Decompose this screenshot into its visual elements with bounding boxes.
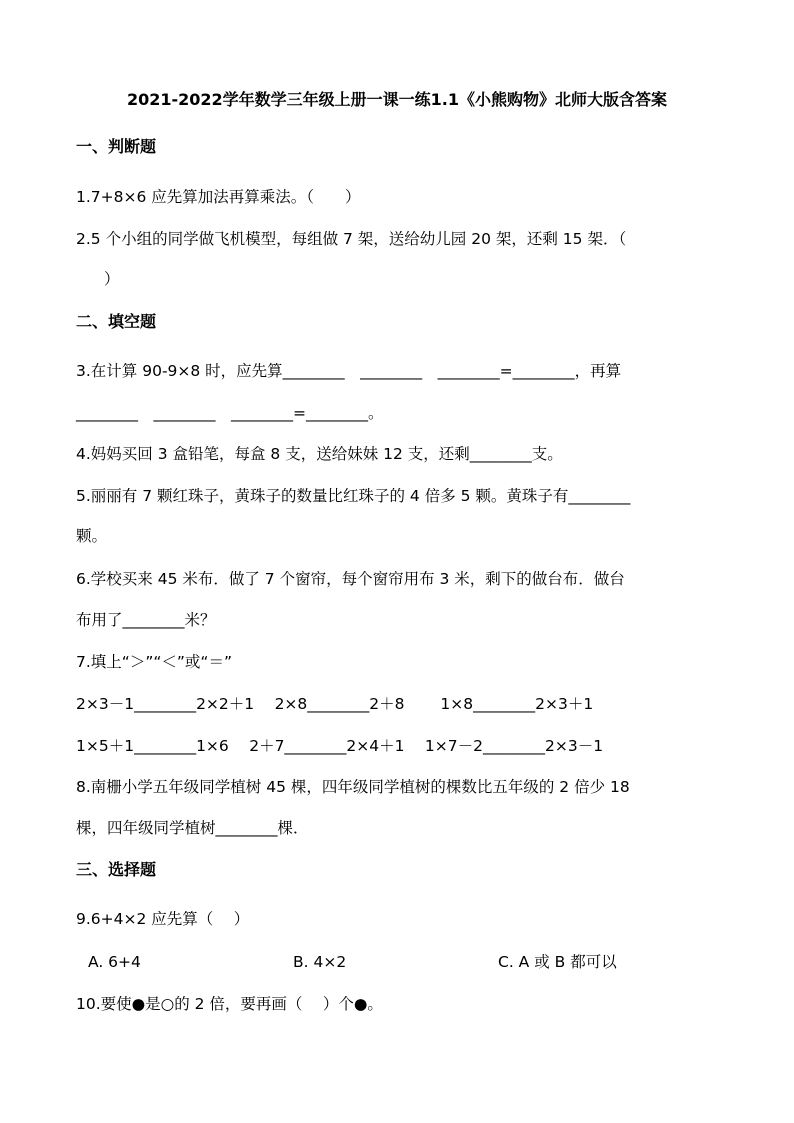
option-c: C. A 或 B 都可以 bbox=[498, 953, 617, 971]
question-3-line-2: ________ ________ ________=________。 bbox=[76, 404, 384, 422]
question-7-line-3: 1×5＋1________1×6 2＋7________2×4＋1 1×7－2________2×3－1 bbox=[76, 737, 604, 755]
question-6-line-2: 布用了________米？ bbox=[76, 611, 216, 629]
question-2-line-2: ） bbox=[104, 270, 120, 288]
option-a: A. 6+4 bbox=[88, 953, 141, 971]
question-5-line-2: 颗。 bbox=[76, 527, 108, 545]
question-9: 9.6+4×2 应先算（ ） bbox=[76, 910, 250, 928]
option-b: B. 4×2 bbox=[293, 953, 347, 971]
question-8-line-1: 8.南栅小学五年级同学植树 45 棵，四年级同学植树的棵数比五年级的 2 倍少 18 bbox=[76, 778, 630, 796]
question-3-line-1: 3.在计算 90-9×8 时，应先算________ ________ ________=________，再算 bbox=[76, 362, 622, 380]
question-4: 4.妈妈买回 3 盒铅笔，每盒 8 支，送给妹妹 12 支，还剩________支。 bbox=[76, 445, 563, 463]
document-title: 2021-2022学年数学三年级上册一课一练1.1《小熊购物》北师大版含答案 bbox=[126, 90, 668, 109]
question-7-line-1: 7.填上“＞”“＜”或“＝” bbox=[76, 653, 232, 671]
question-10: 10.要使●是○的 2 倍，要再画（ ）个●。 bbox=[76, 995, 383, 1013]
question-1: 1.7+8×6 应先算加法再算乘法。（ ） bbox=[76, 188, 361, 206]
section-heading-fill-in: 二、填空题 bbox=[76, 312, 157, 331]
question-8-line-2: 棵，四年级同学植树________棵． bbox=[76, 819, 309, 837]
question-6-line-1: 6.学校买来 45 米布．做了 7 个窗帘，每个窗帘用布 3 米，剩下的做台布．做台 bbox=[76, 570, 625, 588]
section-heading-multiple-choice: 三、选择题 bbox=[76, 860, 157, 879]
question-5-line-1: 5.丽丽有 7 颗红珠子，黄珠子的数量比红珠子的 4 倍多 5 颗。黄珠子有________ bbox=[76, 487, 631, 505]
section-heading-true-false: 一、判断题 bbox=[76, 137, 157, 156]
question-7-line-2: 2×3－1________2×2＋1 2×8________2＋8 1×8________2×3＋1 bbox=[76, 695, 594, 713]
question-2-line-1: 2.5 个小组的同学做飞机模型，每组做 7 架，送给幼儿园 20 架，还剩 15 架．（ bbox=[76, 230, 627, 248]
